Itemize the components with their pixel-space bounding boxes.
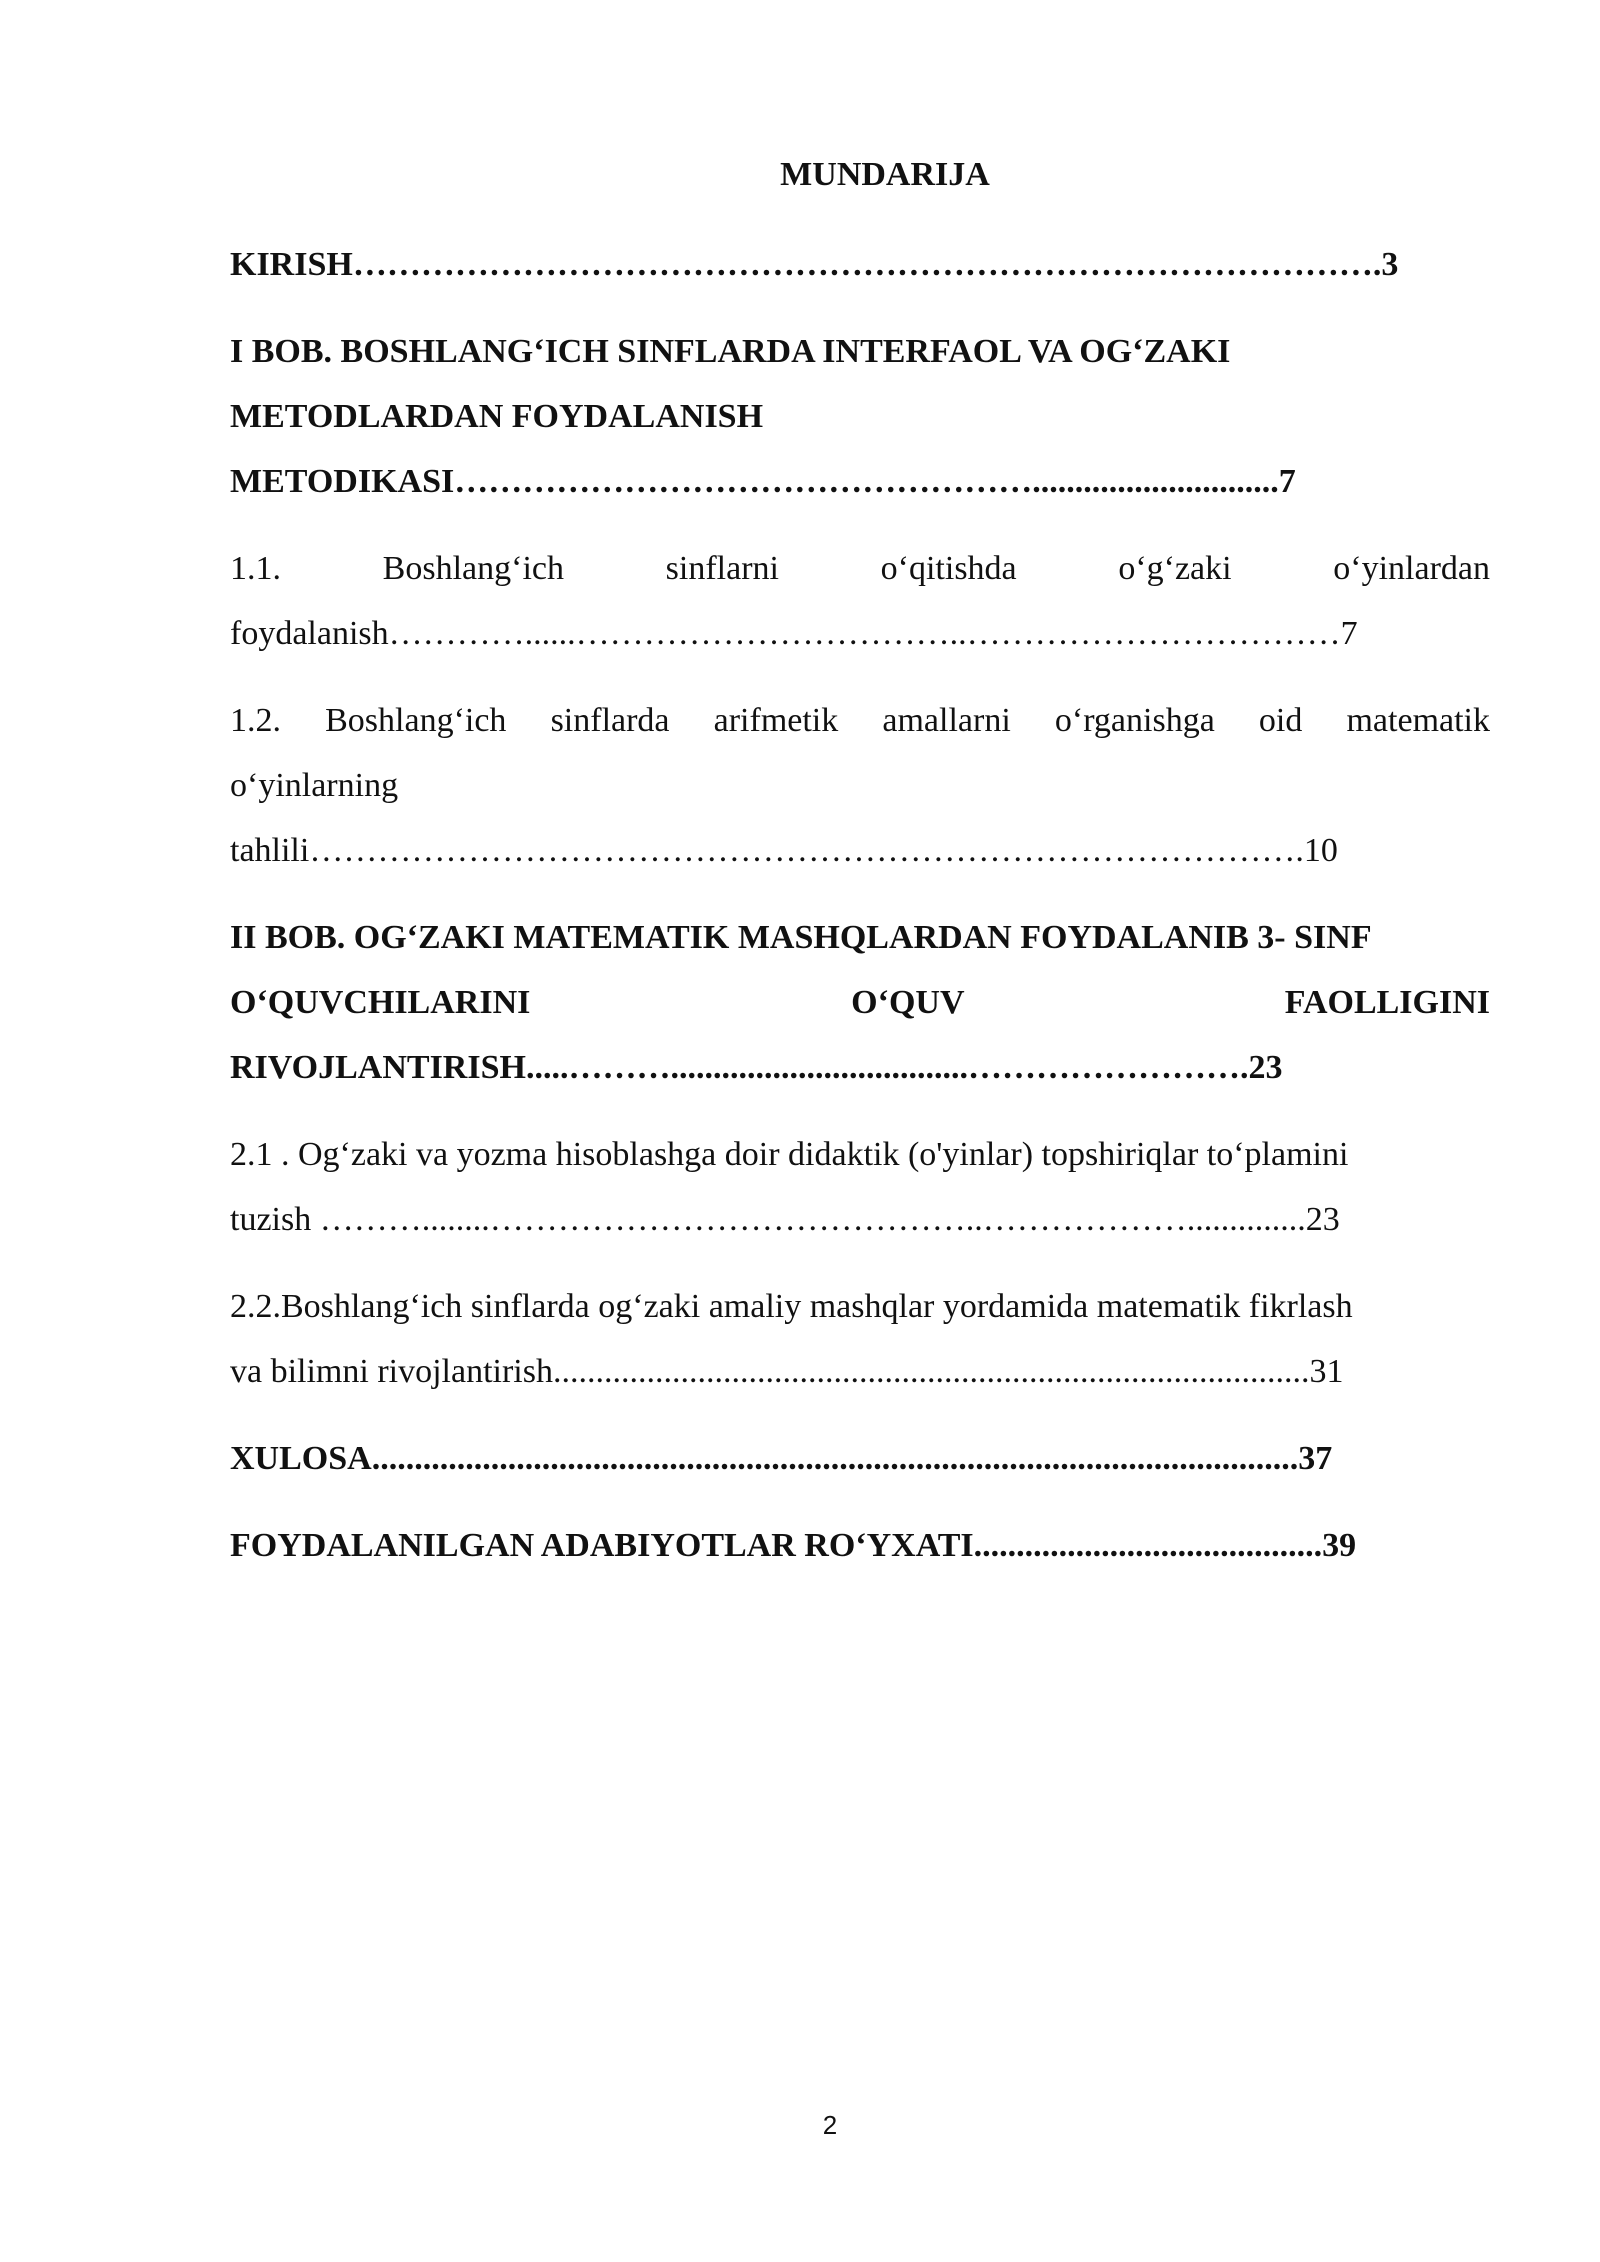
toc-entry-line: va bilimni rivojlantirish.........................................................................................31: [230, 1353, 1344, 1390]
page-number: 2: [822, 2110, 838, 2140]
toc-entry-line: tahlili…………………………………………………………………………….10: [230, 832, 1338, 869]
toc-entry-line: XULOSA.............................................................................................................37: [230, 1440, 1333, 1477]
toc-entry-line: 1.2. Boshlang‘ich sinflarda arifmetik amallarni o‘rganishga oid matematik: [230, 702, 1490, 739]
toc-entry-xulosa: [230, 1426, 1490, 1491]
toc-entry-line: 2.2.Boshlang‘ich sinflarda og‘zaki amaliy mashqlar yordamida matematik fikrlash: [230, 1288, 1353, 1325]
toc-entry-section-2-2: [230, 1274, 1490, 1404]
toc-entry-line: 2.1 . Og‘zaki va yozma hisoblashga doir didaktik (o'yinlar) topshiriqlar to‘plamini: [230, 1136, 1349, 1173]
toc-entry-section-1-1: [230, 536, 1490, 666]
toc-entry-line: o‘yinlarning: [230, 767, 399, 804]
toc-entry-line: METODLARDAN FOYDALANISH: [230, 398, 764, 435]
toc-title: MUNDARIJA: [780, 156, 990, 193]
toc-entry-line: METODIKASI…………………………………………….............................7: [230, 463, 1296, 500]
toc-entry-section-2-1: [230, 1122, 1490, 1252]
toc-entry-line: foydalanish…………......……………………………..……………………………7: [230, 615, 1358, 652]
toc-entry-chapter-1: [230, 319, 1490, 514]
toc-entry-section-1-2: [230, 688, 1490, 883]
table-of-contents: [230, 150, 1490, 1600]
toc-entry-line: FOYDALANILGAN ADABIYOTLAR RO‘YXATI.........................................39: [230, 1527, 1357, 1564]
toc-entry-line: O‘QUVCHILARINI O‘QUV FAOLLIGINI: [230, 984, 1490, 1021]
toc-entry-line: KIRISH……………………………………………………………………………….3: [230, 246, 1399, 283]
toc-entry-line: I BOB. BOSHLANG‘ICH SINFLARDA INTERFAOL VA OG‘ZAKI: [230, 333, 1231, 370]
toc-entry-line: 1.1. Boshlang‘ich sinflarni o‘qitishda o‘g‘zaki o‘yinlardan: [230, 550, 1490, 587]
toc-entry-line: tuzish ………........……………………………………..………………..............23: [230, 1201, 1340, 1238]
toc-entry-kirish: [230, 232, 1490, 297]
toc-entry-chapter-2: [230, 905, 1490, 1100]
toc-entry-line: RIVOJLANTIRISH.....………...................................…………………….23: [230, 1049, 1283, 1086]
toc-entry-line: II BOB. OG‘ZAKI MATEMATIK MASHQLARDAN FOYDALANIB 3- SINF: [230, 919, 1372, 956]
toc-entry-bibliography: [230, 1513, 1490, 1578]
